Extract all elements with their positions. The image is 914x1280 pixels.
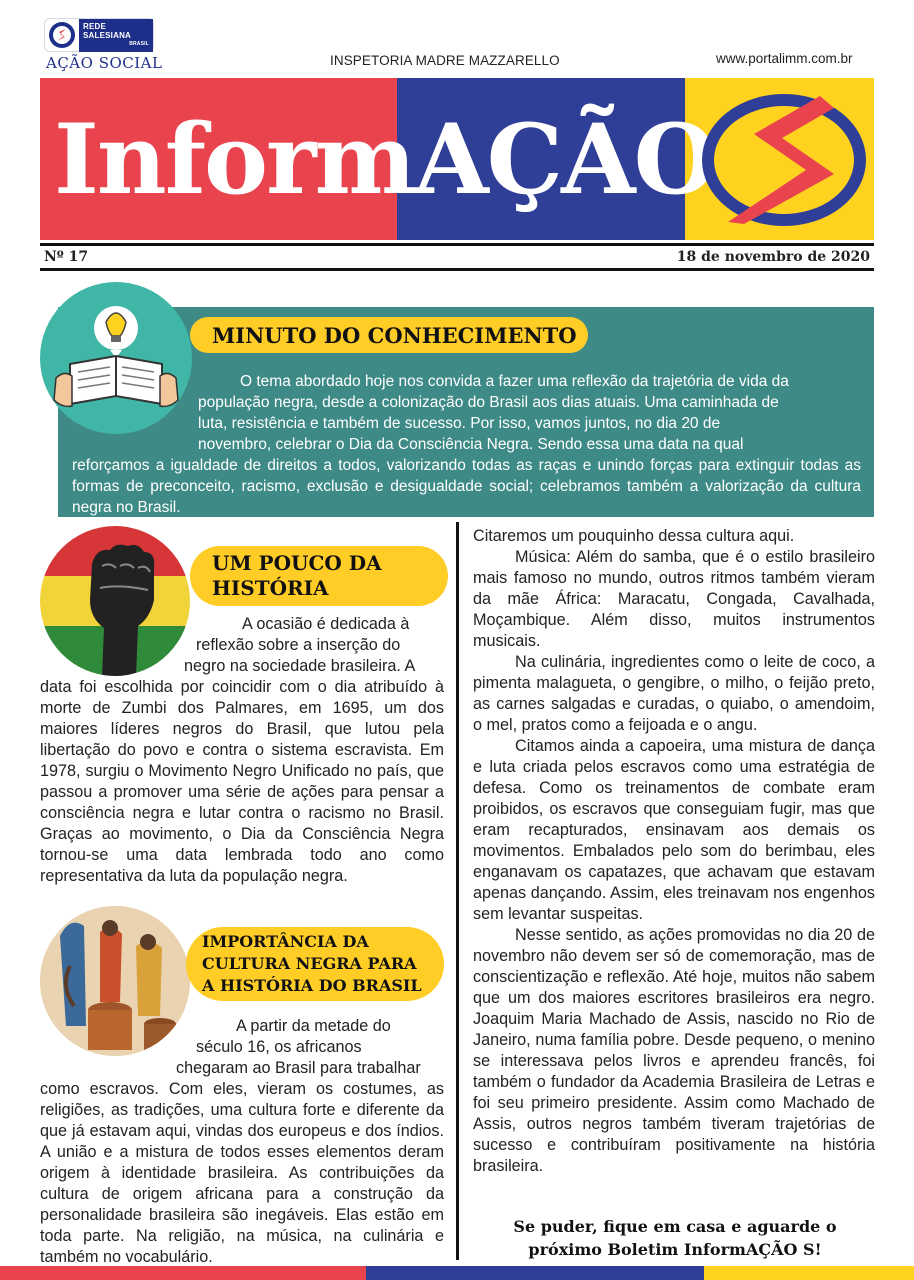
footer-yellow-band xyxy=(704,1266,914,1280)
importancia-title xyxy=(202,931,422,997)
right-paragraph-2: Música: Além do samba, que é o estilo brasileiro mais famoso no mundo, outros ritmos também vieram da mãe África: Maracatu, Congada, Cavalhada, Moçambique. Além disso, muitos instrumentos musicais. xyxy=(473,548,875,650)
historia-rest: data foi escolhida por coincidir com o dia atribuído à morte de Zumbi dos Palmares, em 1695, um dos maiores líderes negros do Brasil, que lutou pela libertação do povo e contra o sistema escravista. Em 1978, surgiu o Movimento Negro Unificado no país, que passou a promover uma série de ações para pensar a consciência negra e lutar contra o racismo no Brasil. Graças ao movimento, o Dia da Consciência Negra tornou-se uma data lembrada todo ano como representativa da luta da população negra. xyxy=(40,678,444,885)
masthead-banner xyxy=(40,78,874,240)
historia-text xyxy=(40,614,444,887)
s-logo-icon xyxy=(698,86,868,234)
right-paragraph-4: Citamos ainda a capoeira, uma mistura de dança e luta criada pelos escravos como uma estratégia de defesa. Como os treinamentos de combate eram proibidos, os escravos que conseguiam fugir, mas que eram recapturados, ensinavam aos demais os movimentos. Embalados pelo som do berimbau, eles enganavam os capatazes, que achavam que estavam apenas dançando. Assim, eles treinavam nos engenhos sem levantar suspeitas. xyxy=(473,737,875,923)
footer-red-band xyxy=(0,1266,366,1280)
minuto-line-3: luta, resistência e também de sucesso. Por isso, vamos juntos, no dia 20 de xyxy=(198,415,721,432)
minuto-title-pill xyxy=(190,317,588,353)
inspetoria-label: INSPETORIA MADRE MAZZARELLO xyxy=(330,53,560,68)
importancia-title-line-3: A HISTÓRIA DO BRASIL xyxy=(202,976,422,995)
closing-line-1: Se puder, fique em casa e aguarde o xyxy=(513,1217,837,1236)
right-paragraph-5: Nesse sentido, as ações promovidas no dia 20 de novembro não devem ser só de comemoração, mas de conscientização e reflexão. Até hoje, muitos não sabem que um dos maiores escritores brasileiros era negro. Joaquim Maria Machado de Assis, nascido no Rio de Janeiro, numa família pobre. Desde pequeno, o menino se interessava pelos livros e aprendeu francês, foi também o fundador da Academia Brasileira de Letras e foi seu primeiro presidente. Assim como Machado de Assis, outros negros também tiveram trajetórias de sucesso e contribuíram positivamente na história brasileira. xyxy=(473,926,875,1175)
closing-line-2: próximo Boletim InformAÇÃO S! xyxy=(528,1240,822,1259)
historia-line-2: reflexão sobre a inserção do xyxy=(196,636,401,654)
masthead-title-part1: Inform xyxy=(54,103,415,216)
salesian-logo-icon xyxy=(49,22,75,48)
historia-title-pill xyxy=(190,546,448,606)
column-divider xyxy=(456,522,459,1260)
importancia-title-line-2: CULTURA NEGRA PARA xyxy=(202,954,417,973)
issue-number: Nº 17 xyxy=(44,249,89,265)
historia-line-1: A ocasião é dedicada à xyxy=(242,615,410,633)
minuto-line-2: população negra, desde a colonização do Brasil aos dias atuais. Uma caminhada de xyxy=(198,394,779,411)
acao-social-label: AÇÃO SOCIAL xyxy=(46,54,163,72)
right-paragraph-1: Citaremos um pouquinho dessa cultura aqui. xyxy=(473,527,795,545)
minuto-line-1: O tema abordado hoje nos convida a fazer uma reflexão da trajetória de vida da xyxy=(240,373,789,390)
closing-message xyxy=(478,1215,872,1261)
issue-date: 18 de novembro de 2020 xyxy=(676,249,870,265)
importancia-title-pill xyxy=(186,927,444,1001)
importancia-title-line-1: IMPORTÂNCIA DA xyxy=(202,932,369,951)
minuto-rest: reforçamos a igualdade de direitos a todos, valorizando todas as raças e unindo forças para extinguir todas as formas de preconceito, racismo, exclusão e desigualdade social; celebramos também a valorização da cultura negra no Brasil. xyxy=(72,457,861,516)
importancia-line-1: A partir da metade do xyxy=(236,1017,391,1035)
masthead-title-part2: AÇÃO xyxy=(414,103,716,216)
historia-title-line-2: HISTÓRIA xyxy=(212,576,329,600)
minuto-title: MINUTO DO CONHECIMENTO xyxy=(212,322,577,348)
right-column-text xyxy=(473,526,875,1177)
importancia-line-3: chegaram ao Brasil para trabalhar xyxy=(176,1059,421,1077)
historia-title xyxy=(212,551,382,601)
historia-title-line-1: UM POUCO DA xyxy=(212,551,382,575)
issue-rule-bottom xyxy=(40,268,874,271)
importancia-line-2: século 16, os africanos xyxy=(196,1038,362,1056)
importancia-rest: como escravos. Com eles, vieram os costumes, as religiões, as tradições, uma cultura forte e diferente da que já estavam aqui, vindas dos europeus e dos índios. A união e a mistura de todos esses elementos deram origem à identidade brasileira. As contribuições da cultura de origem africana para a construção da personalidade brasileira são inegáveis. Elas estão em toda parte. Na religião, na música, na culinária e também no vocabulário. xyxy=(40,1080,444,1266)
historia-line-3: negro na sociedade brasileira. A xyxy=(184,657,416,675)
footer-blue-band xyxy=(366,1266,704,1280)
minuto-text xyxy=(72,371,861,518)
logo-badge xyxy=(44,18,154,52)
issue-rule-top xyxy=(40,243,874,246)
right-paragraph-3: Na culinária, ingredientes como o leite de coco, a pimenta malagueta, o gengibre, o milho, o feijão preto, as carnes salgadas e curadas, o quiabo, o amendoim, o mel, pratos como a feijoada e o angu. xyxy=(473,653,875,734)
footer-color-bar xyxy=(0,1266,914,1280)
logo-rede-label: REDE SALESIANA BRASIL xyxy=(79,19,153,52)
minuto-line-4: novembro, celebrar o Dia da Consciência Negra. Sendo essa uma data na qual xyxy=(198,436,744,453)
website-link[interactable]: www.portalimm.com.br xyxy=(716,51,853,66)
importancia-text xyxy=(40,1016,444,1268)
masthead-title xyxy=(54,100,715,220)
